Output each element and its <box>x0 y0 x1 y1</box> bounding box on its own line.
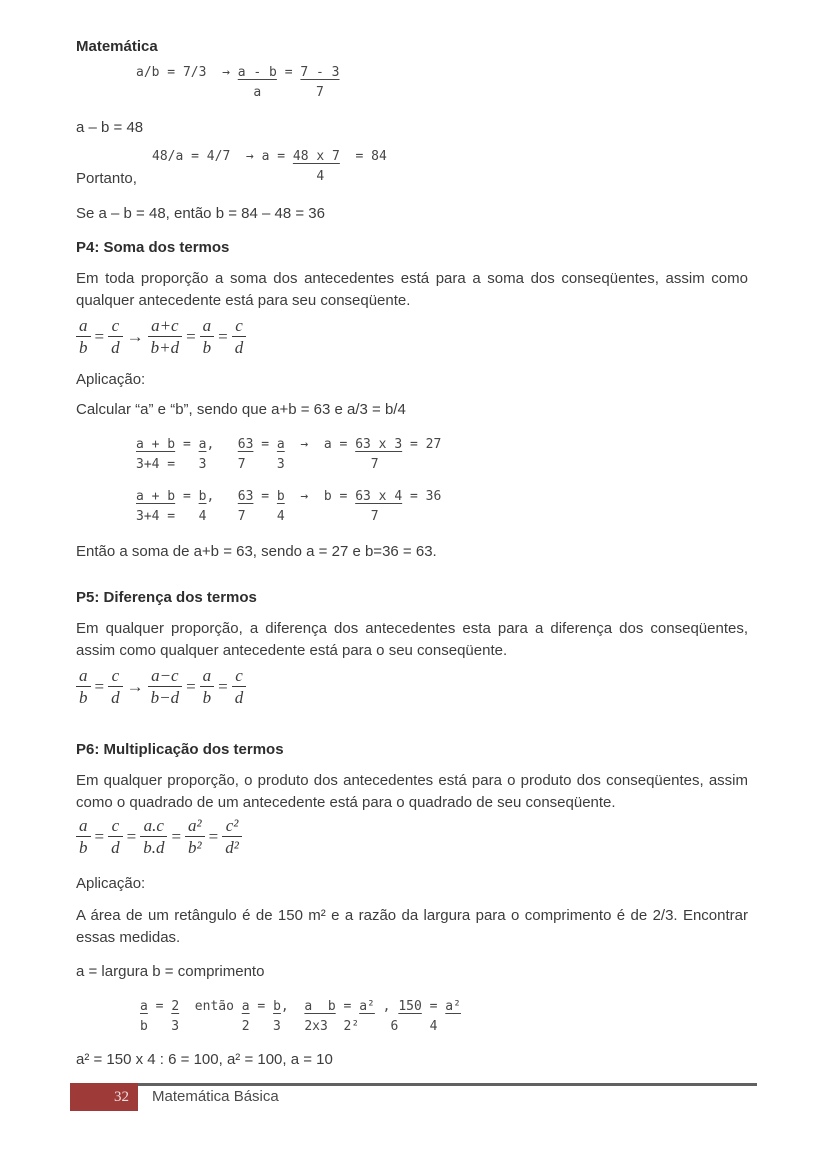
math-operator: = <box>186 326 196 346</box>
page-content <box>76 0 748 1069</box>
fraction: $\frac{a+c}{b+d}$ <box>148 316 182 357</box>
math-operator: = <box>94 326 105 346</box>
calc-statement: Calcular “a” e “b”, sendo que a+b = 63 e a/3 = b/4 <box>76 401 406 418</box>
problem-statement: A área de um retângulo é de 150 m² e a razão da largura para o comprimento é de 2/3. Encontrar essas medidas. <box>76 907 748 946</box>
fraction: $\frac{a.c}{b.d}$ <box>140 816 167 857</box>
math-operator: → <box>126 326 144 346</box>
statement-a-minus-b: a – b = 48 <box>76 119 144 136</box>
formula-p6 <box>76 816 748 857</box>
fraction: $\frac{a}{b}$ <box>200 316 215 357</box>
page-number: 32 <box>114 1089 129 1105</box>
equation-a: a + b = a, 63 = a → a = 63 x 3 = 27 3+4 = 3 7 3 7 <box>136 437 442 472</box>
heading-p5: P5: Diferença dos termos <box>76 589 257 606</box>
math-operator: = <box>218 326 228 346</box>
math-operator: → <box>126 676 144 696</box>
math-operator: = <box>126 826 137 846</box>
math-operator: = <box>208 826 219 846</box>
fraction: $\frac{\text{a²}}{\text{b²}}$ <box>185 816 205 857</box>
equation-b: a + b = b, 63 = b → b = 63 x 4 = 36 3+4 = 4 7 4 7 <box>136 489 442 524</box>
fraction: $\frac{a}{b}$ <box>76 666 91 707</box>
math-operator: = <box>94 826 105 846</box>
statement-se: Se a – b = 48, então b = 84 – 48 = 36 <box>76 205 325 222</box>
fraction: $\frac{c}{d}$ <box>232 666 247 707</box>
aplicacao-label-p4: Aplicação: <box>76 371 146 388</box>
footer-book-title: Matemática Básica <box>152 1088 279 1105</box>
footer-rule <box>138 1083 757 1086</box>
fraction: $\frac{\text{c²}}{\text{d²}}$ <box>222 816 242 857</box>
footer-page-number-box <box>70 1083 138 1111</box>
fraction: $\frac{c}{d}$ <box>108 316 123 357</box>
heading-p4: P4: Soma dos termos <box>76 239 230 256</box>
aplicacao-label-p6: Aplicação: <box>76 875 146 892</box>
equation-intro-1: a/b = 7/3 → a - b = 7 - 3 a 7 <box>136 65 340 100</box>
fraction: $\frac{c}{d}$ <box>108 666 123 707</box>
conclusion-p4: Então a soma de a+b = 63, sendo a = 27 e b=36 = 63. <box>76 543 437 560</box>
paragraph-p5: Em qualquer proporção, a diferença dos antecedentes esta para a diferença dos conseqüentes, assim como qualquer antecedente está para o seu conseqüente. <box>76 620 748 659</box>
fraction: $\frac{a}{b}$ <box>76 316 91 357</box>
equation-c: a = 2 então a = b, a b = a² , 150 = a² b 3 2 3 2x3 2² 6 4 <box>140 999 461 1034</box>
fraction: $\frac{a}{b}$ <box>76 816 91 857</box>
fraction: $\frac{a-c}{b-d}$ <box>148 666 182 707</box>
heading-p6: P6: Multiplicação dos termos <box>76 741 284 758</box>
math-operator: = <box>171 826 182 846</box>
formula-p4 <box>76 316 748 357</box>
equation-intro-2: 48/a = 4/7 → a = 48 x 7 = 84 4 <box>152 149 387 184</box>
equation-intro-2-wrap <box>76 147 748 187</box>
fraction: $\frac{a}{b}$ <box>200 666 215 707</box>
math-operator: = <box>94 676 105 696</box>
formula-p5 <box>76 666 748 707</box>
paragraph-p4: Em toda proporção a soma dos antecedentes está para a soma dos conseqüentes, assim como qualquer antecedente está para seu conseqüente. <box>76 270 748 309</box>
variables-statement: a = largura b = comprimento <box>76 963 265 980</box>
result-statement: a² = 150 x 4 : 6 = 100, a² = 100, a = 10 <box>76 1051 333 1068</box>
fraction: $\frac{c}{d}$ <box>232 316 247 357</box>
math-operator: = <box>186 676 196 696</box>
page-title: Matemática <box>76 38 158 55</box>
paragraph-p6: Em qualquer proporção, o produto dos antecedentes está para o produto dos conseqüentes, assim como o quadrado de um antecedente está para o quadrado de seu conseqüente. <box>76 772 748 811</box>
math-operator: = <box>218 676 228 696</box>
portanto-label: Portanto, <box>76 170 137 187</box>
fraction: $\frac{c}{d}$ <box>108 816 123 857</box>
